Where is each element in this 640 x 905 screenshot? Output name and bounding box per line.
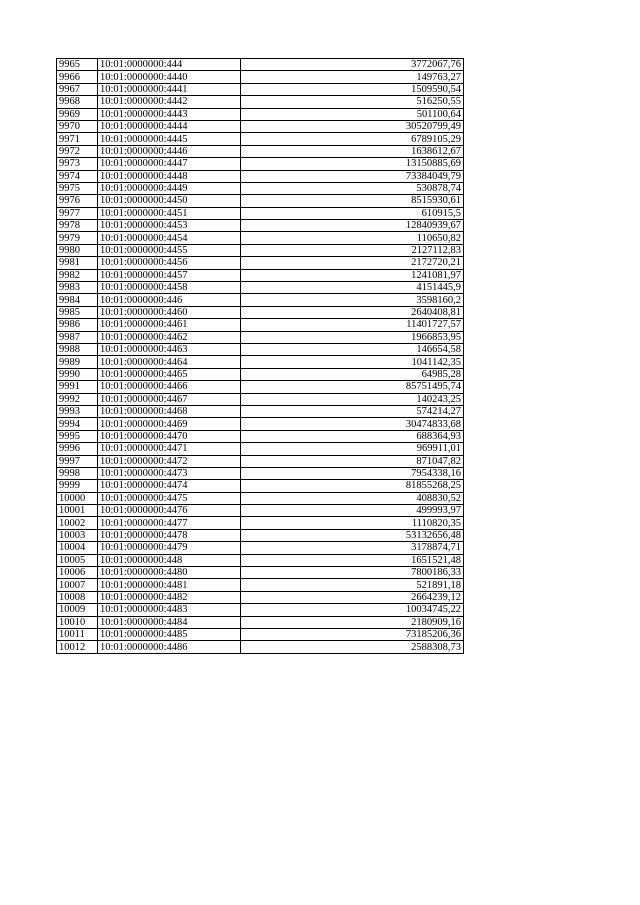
table-row bbox=[57, 393, 464, 405]
row-number-cell: 9971 bbox=[57, 133, 98, 145]
cadastral-number-cell: 10:01:0000000:4485 bbox=[98, 628, 241, 640]
cadastral-number-cell: 10:01:0000000:444 bbox=[98, 59, 241, 71]
cadastral-number-cell: 10:01:0000000:4458 bbox=[98, 282, 241, 294]
table-row bbox=[57, 430, 464, 442]
cadastral-number-cell: 10:01:0000000:4476 bbox=[98, 505, 241, 517]
table-row bbox=[57, 145, 464, 157]
table-row bbox=[57, 480, 464, 492]
cadastral-number-cell: 10:01:0000000:4480 bbox=[98, 567, 241, 579]
row-number-cell: 9985 bbox=[57, 306, 98, 318]
row-number-cell: 9982 bbox=[57, 269, 98, 281]
cadastral-number-cell: 10:01:0000000:4456 bbox=[98, 257, 241, 269]
value-cell: 30474833,68 bbox=[241, 418, 464, 430]
table-row bbox=[57, 405, 464, 417]
table-row bbox=[57, 331, 464, 343]
row-number-cell: 9966 bbox=[57, 71, 98, 83]
table-row bbox=[57, 182, 464, 194]
value-cell: 501100,64 bbox=[241, 108, 464, 120]
cadastral-number-cell: 10:01:0000000:4443 bbox=[98, 108, 241, 120]
cadastral-number-cell: 10:01:0000000:4461 bbox=[98, 319, 241, 331]
cadastral-number-cell: 10:01:0000000:4474 bbox=[98, 480, 241, 492]
cadastral-number-cell: 10:01:0000000:4469 bbox=[98, 418, 241, 430]
row-number-cell: 9989 bbox=[57, 356, 98, 368]
table-row bbox=[57, 455, 464, 467]
row-number-cell: 9994 bbox=[57, 418, 98, 430]
value-cell: 871047,82 bbox=[241, 455, 464, 467]
row-number-cell: 10008 bbox=[57, 591, 98, 603]
cadastral-number-cell: 10:01:0000000:4478 bbox=[98, 529, 241, 541]
cadastral-number-cell: 10:01:0000000:446 bbox=[98, 294, 241, 306]
value-cell: 85751495,74 bbox=[241, 381, 464, 393]
value-cell: 64985,28 bbox=[241, 368, 464, 380]
cadastral-number-cell: 10:01:0000000:4462 bbox=[98, 331, 241, 343]
value-cell: 499993,97 bbox=[241, 505, 464, 517]
cadastral-number-cell: 10:01:0000000:4451 bbox=[98, 207, 241, 219]
cadastral-number-cell: 10:01:0000000:4445 bbox=[98, 133, 241, 145]
table-row bbox=[57, 108, 464, 120]
table-row bbox=[57, 604, 464, 616]
table-row bbox=[57, 170, 464, 182]
row-number-cell: 9978 bbox=[57, 220, 98, 232]
table-row bbox=[57, 120, 464, 132]
cadastral-number-cell: 10:01:0000000:4454 bbox=[98, 232, 241, 244]
table-row bbox=[57, 554, 464, 566]
table-row bbox=[57, 244, 464, 256]
value-cell: 2127112,83 bbox=[241, 244, 464, 256]
row-number-cell: 9974 bbox=[57, 170, 98, 182]
row-number-cell: 9969 bbox=[57, 108, 98, 120]
row-number-cell: 10011 bbox=[57, 628, 98, 640]
row-number-cell: 9998 bbox=[57, 467, 98, 479]
value-cell: 1509590,54 bbox=[241, 83, 464, 95]
value-cell: 688364,93 bbox=[241, 430, 464, 442]
table-row bbox=[57, 294, 464, 306]
cadastral-number-cell: 10:01:0000000:4471 bbox=[98, 443, 241, 455]
cadastral-number-cell: 10:01:0000000:4468 bbox=[98, 405, 241, 417]
value-cell: 13150885,69 bbox=[241, 158, 464, 170]
table-row bbox=[57, 195, 464, 207]
row-number-cell: 9991 bbox=[57, 381, 98, 393]
cadastral-number-cell: 10:01:0000000:4460 bbox=[98, 306, 241, 318]
table-row bbox=[57, 356, 464, 368]
value-cell: 610915,5 bbox=[241, 207, 464, 219]
table-row bbox=[57, 319, 464, 331]
row-number-cell: 9990 bbox=[57, 368, 98, 380]
value-cell: 2664239,12 bbox=[241, 591, 464, 603]
cadastral-number-cell: 10:01:0000000:4453 bbox=[98, 220, 241, 232]
table-row bbox=[57, 232, 464, 244]
table-row bbox=[57, 343, 464, 355]
table-row bbox=[57, 529, 464, 541]
value-cell: 1966853,95 bbox=[241, 331, 464, 343]
value-cell: 73185206,36 bbox=[241, 628, 464, 640]
table-row bbox=[57, 418, 464, 430]
value-cell: 3772067,76 bbox=[241, 59, 464, 71]
row-number-cell: 9995 bbox=[57, 430, 98, 442]
row-number-cell: 10001 bbox=[57, 505, 98, 517]
table-row bbox=[57, 158, 464, 170]
value-cell: 149763,27 bbox=[241, 71, 464, 83]
row-number-cell: 9999 bbox=[57, 480, 98, 492]
table-row bbox=[57, 59, 464, 71]
row-number-cell: 10010 bbox=[57, 616, 98, 628]
value-cell: 110650,82 bbox=[241, 232, 464, 244]
value-cell: 408830,52 bbox=[241, 492, 464, 504]
table-row bbox=[57, 207, 464, 219]
row-number-cell: 9981 bbox=[57, 257, 98, 269]
value-cell: 521891,18 bbox=[241, 579, 464, 591]
cadastral-number-cell: 10:01:0000000:4442 bbox=[98, 96, 241, 108]
table-row bbox=[57, 269, 464, 281]
row-number-cell: 9979 bbox=[57, 232, 98, 244]
table-row bbox=[57, 641, 464, 653]
table-row bbox=[57, 467, 464, 479]
value-cell: 11401727,57 bbox=[241, 319, 464, 331]
value-cell: 2172720,21 bbox=[241, 257, 464, 269]
table-row bbox=[57, 257, 464, 269]
row-number-cell: 9975 bbox=[57, 182, 98, 194]
value-cell: 10034745,22 bbox=[241, 604, 464, 616]
table-row bbox=[57, 579, 464, 591]
table-row bbox=[57, 628, 464, 640]
data-table bbox=[56, 58, 464, 654]
row-number-cell: 9983 bbox=[57, 282, 98, 294]
value-cell: 30520799,49 bbox=[241, 120, 464, 132]
cadastral-number-cell: 10:01:0000000:4463 bbox=[98, 343, 241, 355]
value-cell: 53132656,48 bbox=[241, 529, 464, 541]
value-cell: 146654,58 bbox=[241, 343, 464, 355]
row-number-cell: 9984 bbox=[57, 294, 98, 306]
table-row bbox=[57, 505, 464, 517]
value-cell: 8515930,61 bbox=[241, 195, 464, 207]
row-number-cell: 10002 bbox=[57, 517, 98, 529]
value-cell: 1651521,48 bbox=[241, 554, 464, 566]
row-number-cell: 9992 bbox=[57, 393, 98, 405]
row-number-cell: 10004 bbox=[57, 542, 98, 554]
row-number-cell: 10007 bbox=[57, 579, 98, 591]
row-number-cell: 10005 bbox=[57, 554, 98, 566]
row-number-cell: 9973 bbox=[57, 158, 98, 170]
row-number-cell: 10012 bbox=[57, 641, 98, 653]
table-row bbox=[57, 71, 464, 83]
row-number-cell: 9986 bbox=[57, 319, 98, 331]
row-number-cell: 9987 bbox=[57, 331, 98, 343]
cadastral-number-cell: 10:01:0000000:4464 bbox=[98, 356, 241, 368]
row-number-cell: 10000 bbox=[57, 492, 98, 504]
cadastral-number-cell: 10:01:0000000:4470 bbox=[98, 430, 241, 442]
cadastral-number-cell: 10:01:0000000:4457 bbox=[98, 269, 241, 281]
cadastral-number-cell: 10:01:0000000:4481 bbox=[98, 579, 241, 591]
row-number-cell: 10009 bbox=[57, 604, 98, 616]
cadastral-number-cell: 10:01:0000000:448 bbox=[98, 554, 241, 566]
cadastral-number-cell: 10:01:0000000:4482 bbox=[98, 591, 241, 603]
cadastral-number-cell: 10:01:0000000:4449 bbox=[98, 182, 241, 194]
table-row bbox=[57, 517, 464, 529]
table-row bbox=[57, 616, 464, 628]
cadastral-number-cell: 10:01:0000000:4484 bbox=[98, 616, 241, 628]
cadastral-number-cell: 10:01:0000000:4455 bbox=[98, 244, 241, 256]
table-row bbox=[57, 368, 464, 380]
table-row bbox=[57, 381, 464, 393]
table-row bbox=[57, 220, 464, 232]
cadastral-number-cell: 10:01:0000000:4441 bbox=[98, 83, 241, 95]
cadastral-number-cell: 10:01:0000000:4483 bbox=[98, 604, 241, 616]
row-number-cell: 9988 bbox=[57, 343, 98, 355]
value-cell: 7800186,33 bbox=[241, 567, 464, 579]
table-row bbox=[57, 306, 464, 318]
cadastral-number-cell: 10:01:0000000:4475 bbox=[98, 492, 241, 504]
row-number-cell: 9980 bbox=[57, 244, 98, 256]
cadastral-number-cell: 10:01:0000000:4444 bbox=[98, 120, 241, 132]
row-number-cell: 9970 bbox=[57, 120, 98, 132]
row-number-cell: 9967 bbox=[57, 83, 98, 95]
row-number-cell: 9972 bbox=[57, 145, 98, 157]
cadastral-number-cell: 10:01:0000000:4479 bbox=[98, 542, 241, 554]
value-cell: 574214,27 bbox=[241, 405, 464, 417]
value-cell: 3178874,71 bbox=[241, 542, 464, 554]
table-row bbox=[57, 492, 464, 504]
table-row bbox=[57, 83, 464, 95]
value-cell: 7954338,16 bbox=[241, 467, 464, 479]
row-number-cell: 9965 bbox=[57, 59, 98, 71]
cadastral-number-cell: 10:01:0000000:4447 bbox=[98, 158, 241, 170]
table-row bbox=[57, 567, 464, 579]
row-number-cell: 10003 bbox=[57, 529, 98, 541]
cadastral-number-cell: 10:01:0000000:4467 bbox=[98, 393, 241, 405]
cadastral-number-cell: 10:01:0000000:4450 bbox=[98, 195, 241, 207]
row-number-cell: 9968 bbox=[57, 96, 98, 108]
value-cell: 1041142,35 bbox=[241, 356, 464, 368]
value-cell: 2180909,16 bbox=[241, 616, 464, 628]
value-cell: 81855268,25 bbox=[241, 480, 464, 492]
table-row bbox=[57, 133, 464, 145]
cadastral-number-cell: 10:01:0000000:4446 bbox=[98, 145, 241, 157]
cadastral-number-cell: 10:01:0000000:4486 bbox=[98, 641, 241, 653]
value-cell: 140243,25 bbox=[241, 393, 464, 405]
table-row bbox=[57, 591, 464, 603]
value-cell: 4151445,9 bbox=[241, 282, 464, 294]
value-cell: 1241081,97 bbox=[241, 269, 464, 281]
value-cell: 73384049,79 bbox=[241, 170, 464, 182]
value-cell: 12840939,67 bbox=[241, 220, 464, 232]
table-row bbox=[57, 542, 464, 554]
cadastral-number-cell: 10:01:0000000:4466 bbox=[98, 381, 241, 393]
cadastral-number-cell: 10:01:0000000:4448 bbox=[98, 170, 241, 182]
cadastral-number-cell: 10:01:0000000:4472 bbox=[98, 455, 241, 467]
value-cell: 969911,01 bbox=[241, 443, 464, 455]
row-number-cell: 9996 bbox=[57, 443, 98, 455]
row-number-cell: 9997 bbox=[57, 455, 98, 467]
row-number-cell: 9977 bbox=[57, 207, 98, 219]
row-number-cell: 9976 bbox=[57, 195, 98, 207]
value-cell: 2588308,73 bbox=[241, 641, 464, 653]
value-cell: 6789105,29 bbox=[241, 133, 464, 145]
table-row bbox=[57, 96, 464, 108]
table-row bbox=[57, 443, 464, 455]
cadastral-number-cell: 10:01:0000000:4477 bbox=[98, 517, 241, 529]
row-number-cell: 9993 bbox=[57, 405, 98, 417]
value-cell: 1110820,35 bbox=[241, 517, 464, 529]
row-number-cell: 10006 bbox=[57, 567, 98, 579]
value-cell: 2640408,81 bbox=[241, 306, 464, 318]
value-cell: 1638612,67 bbox=[241, 145, 464, 157]
value-cell: 530878,74 bbox=[241, 182, 464, 194]
cadastral-number-cell: 10:01:0000000:4473 bbox=[98, 467, 241, 479]
cadastral-number-cell: 10:01:0000000:4465 bbox=[98, 368, 241, 380]
table-row bbox=[57, 282, 464, 294]
table-body bbox=[57, 59, 464, 654]
cadastral-number-cell: 10:01:0000000:4440 bbox=[98, 71, 241, 83]
value-cell: 3598160,2 bbox=[241, 294, 464, 306]
value-cell: 516250,55 bbox=[241, 96, 464, 108]
